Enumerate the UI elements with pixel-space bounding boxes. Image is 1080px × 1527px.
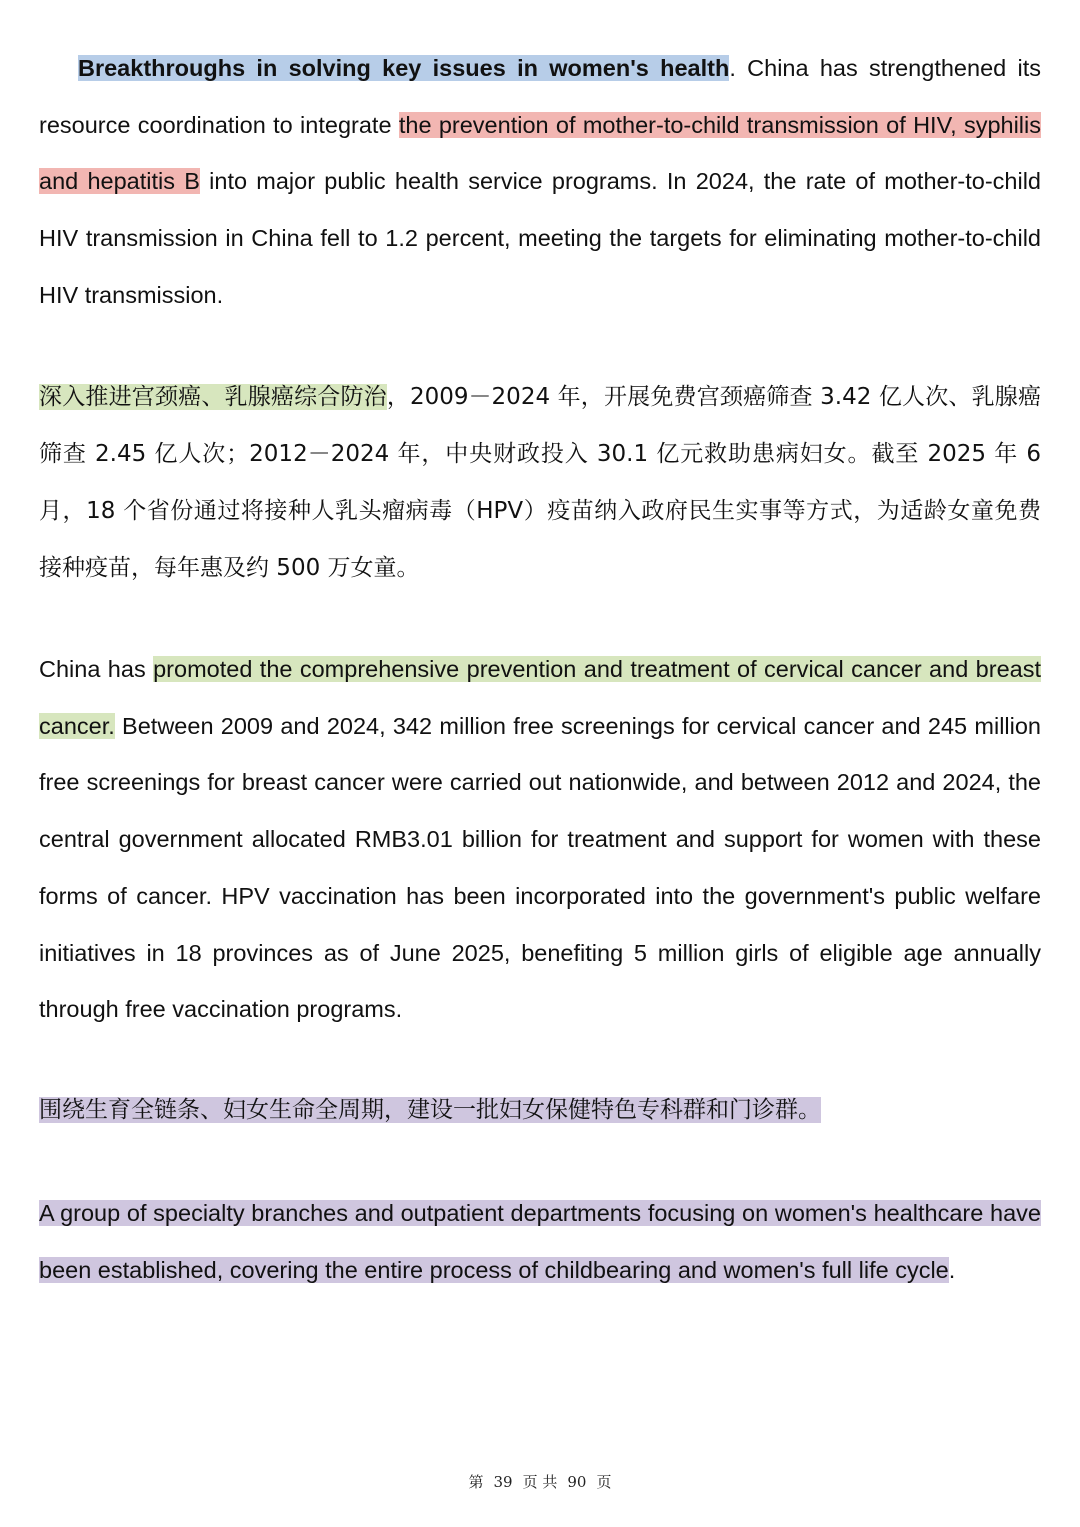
highlight-specialty-groups-en: A group of specialty branches and outpatient departments focusing on women's healthcare have been established, covering the entire process of childbearing and women's full life cycle — [39, 1200, 1041, 1283]
paragraph-text: . — [948, 1256, 956, 1283]
highlight-specialty-groups-zh: 围绕生育全链条、妇女生命全周期，建设一批妇女保健特色专科群和门诊群。 — [39, 1097, 821, 1123]
paragraph-womens-health-breakthroughs — [39, 40, 1041, 324]
paragraph-text: China has — [39, 656, 154, 682]
paragraph-text: Between 2009 and 2024, 342 million free screenings for cervical cancer and 245 million free screenings for breast cancer were carried out nationwide, and between 2012 and 2024, the central government allocated RMB3.01 billion for treatment and support for women with these forms of cancer. HPV vaccination has been incorporated into the government's public welfare initiatives in 18 provinces as of June 2025, benefiting 5 million girls of eligible age annually through free vaccination programs. — [39, 712, 1041, 1023]
paragraph-specialty-groups-en — [39, 1185, 1041, 1298]
footer-suffix: 页 — [596, 1473, 612, 1491]
footer-mid: 页 共 — [522, 1473, 558, 1491]
paragraph-text: . China has strengthened its resource coordination to integrate — [39, 55, 1041, 138]
paragraph-specialty-groups-zh — [39, 1082, 1041, 1139]
highlight-mtct-prevention: the prevention of mother-to-child transmission of HIV, syphilis and hepatitis B — [39, 111, 1041, 195]
footer-prefix: 第 — [468, 1473, 484, 1491]
footer-page-number: 39 — [493, 1473, 513, 1491]
paragraph-text: ，2009－2024 年，开展免费宫颈癌筛查 3.42 亿人次、乳腺癌筛查 2.45 亿人次；2012－2024 年，中央财政投入 30.1 亿元救助患病妇女。截至 2025 年 6 月，18 个省份通过将接种人乳头瘤病毒（HPV）疫苗纳入政府民生实事等方式，为适龄女童免费接种疫苗，每年惠及约 500 万女童。 — [39, 384, 1041, 581]
footer-total-pages: 90 — [567, 1473, 587, 1491]
paragraph-cancer-prevention-en — [39, 641, 1041, 1038]
highlight-cancer-prevention-en: promoted the comprehensive prevention and treatment of cervical cancer and breast cancer. — [39, 656, 1041, 739]
highlight-cancer-prevention-zh: 深入推进宫颈癌、乳腺癌综合防治 — [39, 384, 387, 410]
paragraph-heading-highlight: Breakthroughs in solving key issues in women's health — [78, 55, 730, 81]
paragraph-text: into major public health service programs. In 2024, the rate of mother-to-child HIV transmission in China fell to 1.2 percent, meeting the targets for eliminating mother-to-child HIV transmission. — [39, 168, 1041, 308]
paragraph-cancer-prevention-zh — [39, 369, 1041, 597]
page-footer — [0, 1471, 1080, 1492]
